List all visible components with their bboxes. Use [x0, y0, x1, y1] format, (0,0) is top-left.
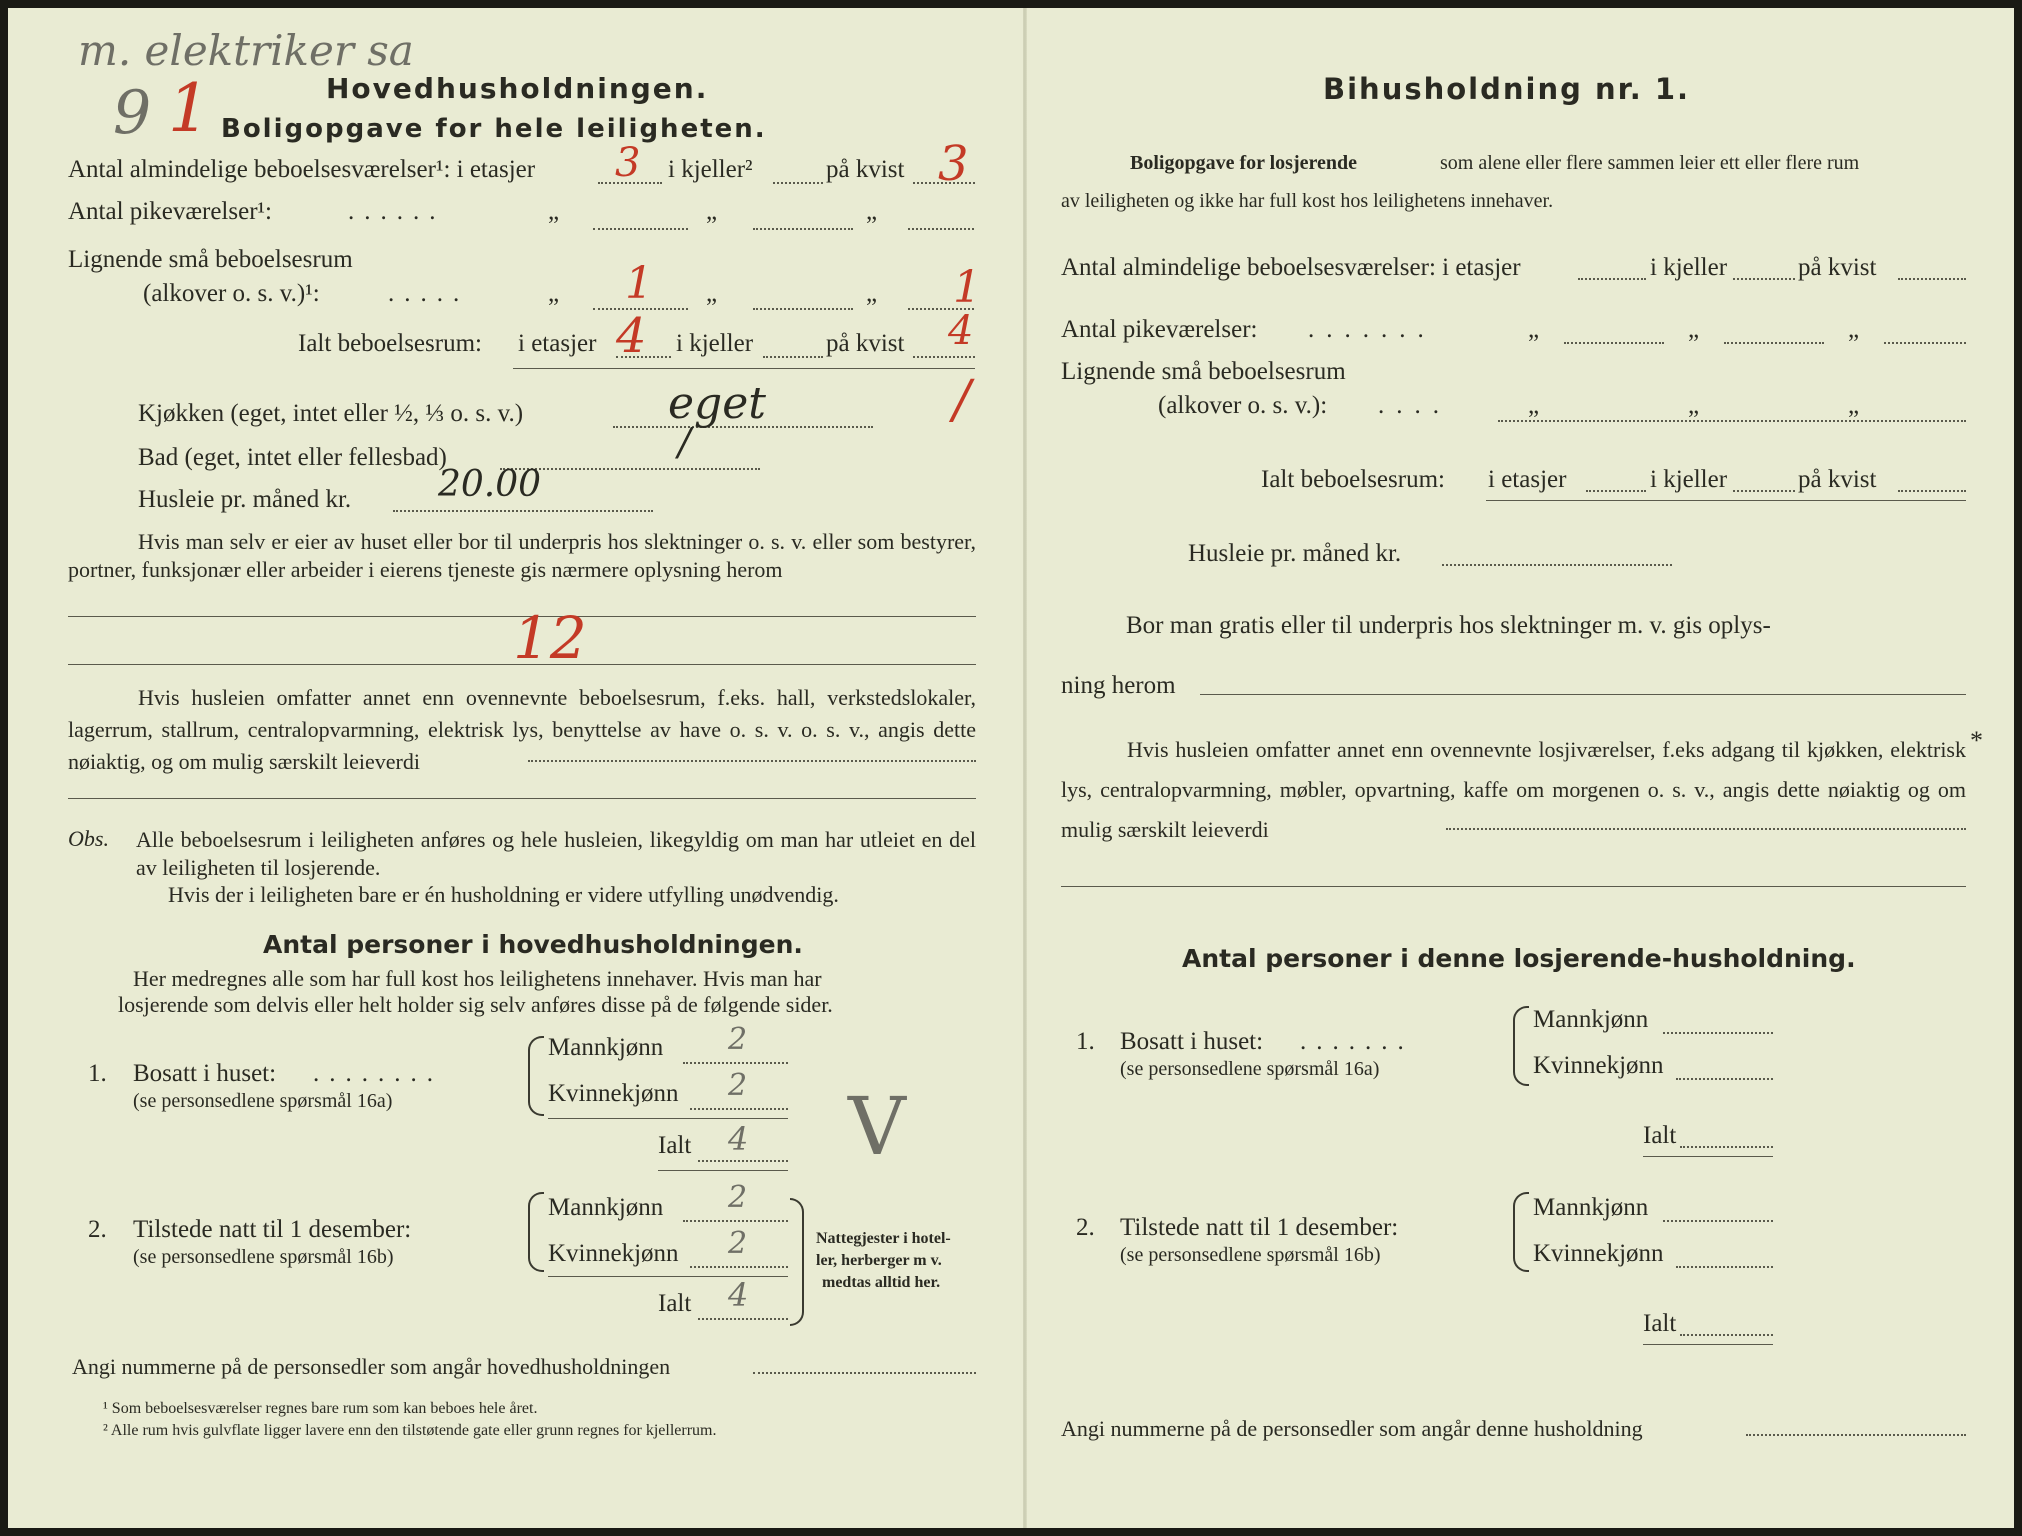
nattegjester-1: Nattegjester i hotel-: [816, 1230, 951, 1247]
label-kvist-right: på kvist: [1798, 254, 1877, 281]
angi-text-left: Angi nummerne på de personsedler som angår hovedhusholdningen: [72, 1354, 671, 1379]
label-ialt-etasjer: i etasjer: [518, 330, 597, 357]
label-lignende-sma: Lignende små beboelsesrum: [68, 246, 353, 273]
handwritten-note: m. elektriker sa: [78, 26, 414, 75]
label-beboelsesvaerelser: Antal almindelige beboelsesværelser¹: i etasjer: [68, 156, 536, 183]
footnote-2: ² Alle rum hvis gulvflate ligger lavere enn den tilstøtende gate eller grunn regnes for kjellerrum.: [103, 1422, 717, 1439]
q1-sub: (se personsedlene spørsmål 16a): [133, 1090, 393, 1112]
q1-number-right: 1.: [1076, 1028, 1095, 1055]
census-form-sheet: m. elektriker sa 9 1 Hovedhusholdningen. Boligopgave for hele leiligheten. Antal almindelige beboelsesværelser¹: i etasjer 3 i kjeller² på kvist 3 Antal pikeværelser¹: ...... „ „ „ Lignende små beboelsesrum (alkover o. s. v.)¹: ..... „ 1 „ „ 1 Ialt beboelsesrum: i etasjer 4 i kjeller på kvist 4 / Kjøkken (eget, intet eller ½, ⅓ o. s. v.) eget Bad (eget, intet eller fellesbad) / Husleie pr. måned kr. 20.00 Hvis man selv er eier av huset eller bor til underpris hos slektninger o. s. v. eller som bestyrer, portner, funksjonær eller arbeider i eierens tjeneste gis nærmere oplysning herom 12 Hvis husleien omfatter annet enn ovennevnte beboelsesrum, f.eks. hall, verkstedslokaler, lagerrum, stallrum, centralopvarmning, elektrisk lys, benyttelse av have o. s. v. o. s. v., angis dette nøiaktig, og om mulig særskilt leieverdi Obs. Alle beboelsesrum i leiligheten anføres og hele husleien, likegyldig om man har utleiet en del av leiligheten til losjerende. Hvis der i leiligheten bare er én husholdning er videre utfylling unødvendig. Antal personer i hovedhusholdningen. Her medregnes alle som har full kost hos leilighetens innehaver. Hvis man har losjerende som delvis eller helt holder sig selv anføres disse på de følgende sider. 1. Bosatt i huset: ........ (se personsedlene spørsmål 16a) Mannkjønn 2 Kvinnekjønn 2 Ialt 4 V 2. Tilstede natt til 1 desember: (se personsedlene spørsmål 16b) Mannkjønn 2 Kvinnekjønn 2 Ialt 4 Nattegjester i hotel- ler, herberger m v. medtas alltid her. Angi nummerne på de personsedler som angår hovedhusholdningen ¹ Som beboelsesværelser regnes bare rum som kan beboes hele året. ² Alle rum hvis gulvflate ligger lavere enn den tilstøtende gate eller grunn regnes for kjellerrum. Bihusholdning nr. 1. Boligopgave for losjerende som alene eller flere sammen leier ett eller flere rum av leiligheten og ikke har full kost hos leilighetens innehaver. Antal almindelige beboelsesværelser: i etasjer i kjeller på kvist Antal pikeværelser: ....... „ „ „ Lignende små beboelsesrum (alkover o. s. v.): .... „ „ „ Ialt beboelsesrum: i etasjer i kjeller på kvist Husleie pr. måned kr. Bor man gratis eller til underpris hos slektninger m. v. gis oplys- ning herom Hvis husleien omfatter annet enn ovennevnte losjiværelser, f.eks adgang til kjøkken, elektrisk lys, centralopvarmning, møbler, opvartning, kaffe om morgenen o. s. v., angis dette nøiaktig og om mulig særskilt leieverdi * Antal personer i denne losjerende-husholdning. 1. Bosatt i huset: ....... (se personsedlene spørsmål 16a) Mannkjønn Kvinnekjønn Ialt 2. Tilstede natt til 1 desember: (se personsedlene spørsmål 16b) Mannkjønn Kvinnekjønn Ialt Angi nummerne på de personsedler som angår denne husholdning: [8, 8, 2014, 1528]
text-omfatter: Hvis husleien omfatter annet enn ovennevnte beboelsesrum, f.eks. hall, verkstedslokaler, lagerrum, stallrum, centralopvarmning, elektrisk lys, benyttelse av have o. s. v. o. s. v., angis dette nøiaktig, og om mulig særskilt leieverdi: [68, 685, 976, 774]
label-ialt-etasjer-right: i etasjer: [1488, 466, 1567, 493]
value-alkover-kvist: 1: [953, 262, 981, 313]
q2-kvinne-value: 2: [728, 1226, 748, 1261]
footnote-1: ¹ Som beboelsesværelser regnes bare rum som kan beboes hele året.: [103, 1400, 538, 1417]
q2-kvinne-label: Kvinnekjønn: [548, 1240, 679, 1267]
handwritten-12: 12: [513, 604, 587, 672]
text-eier: Hvis man selv er eier av huset eller bor til underpris hos slektninger o. s. v. eller som bestyrer, portner, funksjonær eller arbeider i eierens tjeneste gis nærmere oplysning herom: [68, 529, 976, 582]
label-bad: Bad (eget, intet eller fellesbad): [138, 444, 447, 471]
label-husleie-right: Husleie pr. måned kr.: [1188, 540, 1402, 567]
value-kjokken: eget: [668, 378, 766, 429]
value-husleie: 20.00: [438, 464, 542, 505]
q2-sub-right: (se personsedlene spørsmål 16b): [1120, 1244, 1381, 1266]
q1-label-right: Bosatt i huset:: [1120, 1028, 1264, 1055]
label-beboelsesvaerelser-right: Antal almindelige beboelsesværelser: i etasjer: [1061, 254, 1521, 281]
q2-mann-label: Mannkjønn: [548, 1194, 664, 1221]
persons-text-2: losjerende som delvis eller helt holder sig selv anføres disse på de følgende sider.: [118, 992, 833, 1017]
label-ialt-kjeller-right: i kjeller: [1650, 466, 1728, 493]
value-etasjer: 3: [615, 140, 641, 186]
page-title-right: Bihusholdning nr. 1.: [1323, 72, 1691, 106]
label-ialt-kvist-right: på kvist: [1798, 466, 1877, 493]
q1-ialt-label: Ialt: [658, 1132, 692, 1159]
q1-label: Bosatt i huset:: [133, 1060, 277, 1087]
persons-text-1: Her medregnes alle som har full kost hos leilighetens innehaver. Hvis man har: [133, 966, 822, 991]
label-lignende-sma-right: Lignende små beboelsesrum: [1061, 358, 1346, 385]
label-pikevaerelser-right: Antal pikeværelser:: [1061, 316, 1258, 343]
page-fold: [1023, 8, 1027, 1528]
q1-ialt-label-right: Ialt: [1643, 1122, 1677, 1149]
q2-number: 2.: [88, 1216, 107, 1243]
check-mark: V: [848, 1080, 906, 1173]
q2-ialt-value: 4: [728, 1276, 749, 1314]
q2-label-right: Tilstede natt til 1 desember:: [1120, 1214, 1399, 1241]
q2-mann-label-right: Mannkjønn: [1533, 1194, 1649, 1221]
label-pikevaerelser: Antal pikeværelser¹:: [68, 198, 272, 225]
label-ialt-beboelsesrum: Ialt beboelsesrum:: [298, 330, 482, 357]
q1-number: 1.: [88, 1060, 107, 1087]
q2-ialt-label-right: Ialt: [1643, 1310, 1677, 1337]
q1-mann-label: Mannkjønn: [548, 1034, 664, 1061]
text-omfatter-right: Hvis husleien omfatter annet enn ovennevnte losjiværelser, f.eks adgang til kjøkken, elektrisk lys, centralopvarmning, møbler, opvartning, kaffe om morgenen o. s. v., angis dette nøiaktig og om mulig særskilt leieverdi: [1061, 737, 1966, 842]
intro-rest: som alene eller flere sammen leier ett eller flere rum: [1440, 152, 1860, 174]
q1-kvinne-label-right: Kvinnekjønn: [1533, 1052, 1664, 1079]
label-kvist: på kvist: [826, 156, 905, 183]
q2-number-right: 2.: [1076, 1214, 1095, 1241]
value-ialt-kvist: 4: [948, 308, 974, 354]
obs-text: Alle beboelsesrum i leiligheten anføres og hele husleien, likegyldig om man har utleiet en del av leiligheten til losjerende.: [136, 827, 976, 880]
q1-mann-value: 2: [728, 1022, 748, 1057]
angi-text-right: Angi nummerne på de personsedler som angår denne husholdning: [1061, 1416, 1643, 1441]
intro-bold: Boligopgave for losjerende: [1130, 152, 1358, 174]
obs-text-2: Hvis der i leiligheten bare er én husholdning er videre utfylling unødvendig.: [168, 882, 839, 907]
q2-ialt-label: Ialt: [658, 1290, 692, 1317]
label-kjeller: i kjeller²: [668, 156, 753, 183]
page-title-left: Hovedhusholdningen.: [326, 72, 709, 105]
q2-sub: (se personsedlene spørsmål 16b): [133, 1246, 394, 1268]
handwritten-number-red: 1: [168, 70, 210, 147]
label-husleie: Husleie pr. måned kr.: [138, 486, 352, 513]
label-kjeller-right: i kjeller: [1650, 254, 1728, 281]
q1-kvinne-value: 2: [728, 1068, 748, 1103]
value-alkover-etasjer: 1: [625, 258, 653, 309]
page-subtitle-left: Boligopgave for hele leiligheten.: [221, 114, 767, 144]
text-gratis: Bor man gratis eller til underpris hos slektninger m. v. gis oplys-: [1126, 612, 1771, 639]
value-kvist: 3: [938, 136, 969, 192]
q2-kvinne-label-right: Kvinnekjønn: [1533, 1240, 1664, 1267]
persons-title-right: Antal personer i denne losjerende-husholdning.: [1182, 944, 1856, 973]
handwritten-number: 9: [113, 78, 152, 148]
label-alkover-right: (alkover o. s. v.):: [1158, 392, 1328, 419]
q2-mann-value: 2: [728, 1180, 748, 1215]
label-ialt-beboelsesrum-right: Ialt beboelsesrum:: [1261, 466, 1445, 493]
obs-label: Obs.: [68, 826, 109, 851]
persons-title-left: Antal personer i hovedhusholdningen.: [263, 930, 803, 959]
label-kjokken: Kjøkken (eget, intet eller ½, ⅓ o. s. v.): [138, 400, 524, 427]
label-ialt-kvist: på kvist: [826, 330, 905, 357]
intro-line-2: av leiligheten og ikke har full kost hos leilighetens innehaver.: [1061, 190, 1554, 212]
value-ialt-etasjer: 4: [616, 308, 647, 364]
text-gratis-2: ning herom: [1061, 672, 1176, 699]
label-ialt-kjeller: i kjeller: [676, 330, 754, 357]
nattegjester-2: ler, herberger m v.: [816, 1252, 942, 1269]
q2-label: Tilstede natt til 1 desember:: [133, 1216, 412, 1243]
q1-sub-right: (se personsedlene spørsmål 16a): [1120, 1058, 1380, 1080]
nattegjester-3: medtas alltid her.: [822, 1274, 941, 1291]
q1-ialt-value: 4: [728, 1120, 749, 1158]
q1-mann-label-right: Mannkjønn: [1533, 1006, 1649, 1033]
label-alkover: (alkover o. s. v.)¹:: [143, 280, 320, 307]
q1-kvinne-label: Kvinnekjønn: [548, 1080, 679, 1107]
